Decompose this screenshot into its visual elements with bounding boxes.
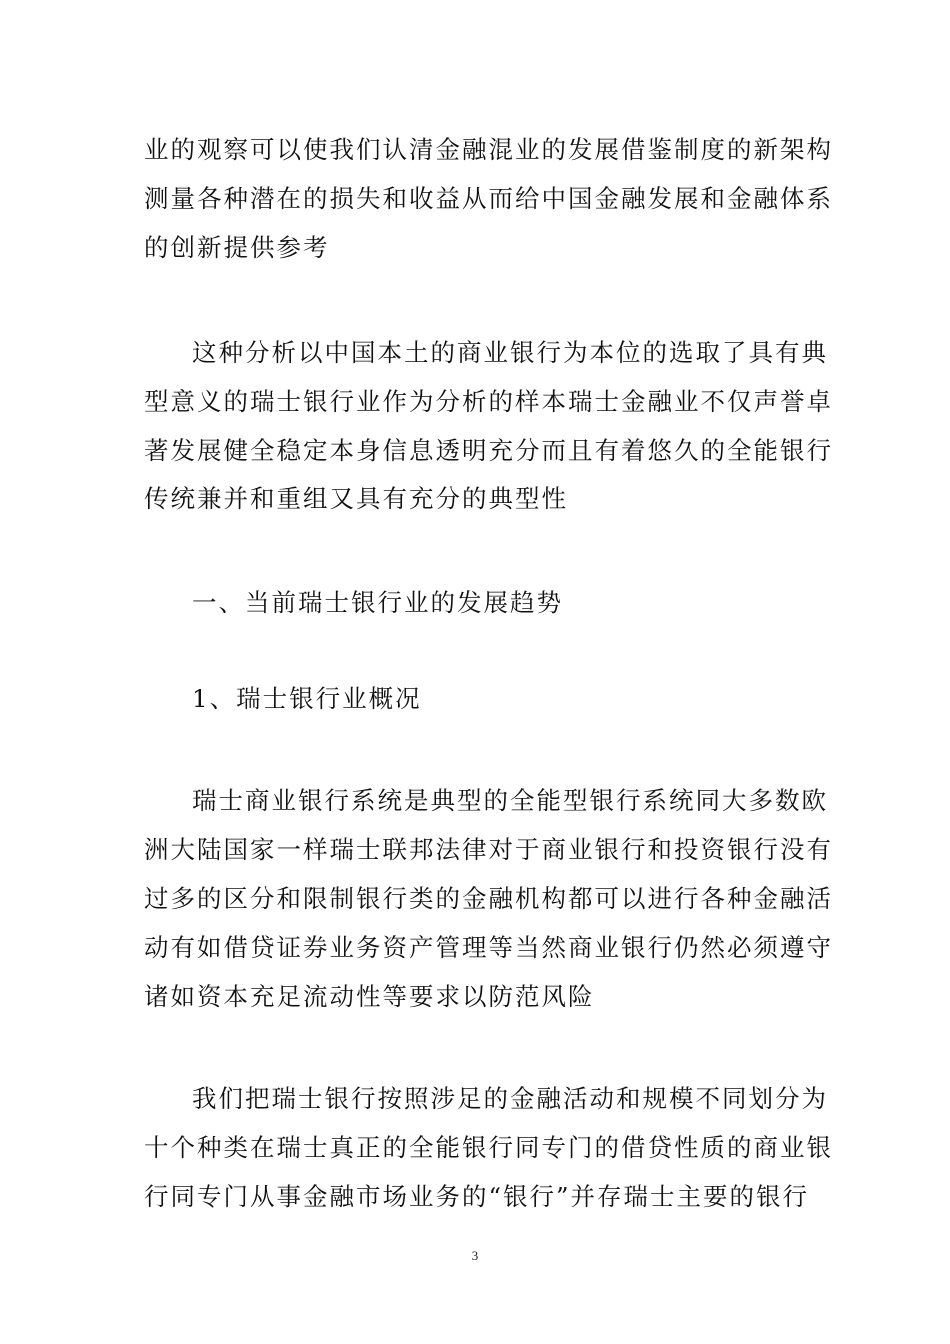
paragraph-1-line-3: 的创新提供参考 [144,233,330,262]
paragraph-3-line-3: 过多的区分和限制银行类的金融机构都可以进行各种金融活 [144,884,833,913]
paragraph-1-line-2: 测量各种潜在的损失和收益从而给中国金融发展和金融体系 [144,184,833,213]
paragraph-2-line-3: 著发展健全稳定本身信息透明充分而且有着悠久的全能银行 [144,436,833,465]
paragraph-1-line-1: 业的观察可以使我们认清金融混业的发展借鉴制度的新架构 [144,135,833,164]
paragraph-4-line-3: 行同专门从事金融市场业务的“银行”并存瑞士主要的银行 [144,1182,810,1211]
paragraph-3-line-2: 洲大陆国家一样瑞士联邦法律对于商业银行和投资银行没有 [144,835,833,864]
page-number: 3 [471,1248,479,1263]
paragraph-3-line-5: 诸如资本充足流动性等要求以防范风险 [144,982,595,1011]
paragraph-2-line-4: 传统兼并和重组又具有充分的典型性 [144,484,568,513]
paragraph-3-line-4: 动有如借贷证券业务资产管理等当然商业银行仍然必须遵守 [144,933,833,962]
paragraph-4-line-2: 十个种类在瑞士真正的全能银行同专门的借贷性质的商业银 [144,1133,833,1162]
paragraph-2-line-2: 型意义的瑞士银行业作为分析的样本瑞士金融业不仅声誉卓 [144,387,833,416]
section-heading: 一、当前瑞士银行业的发展趋势 [192,588,563,617]
paragraph-2-line-1: 这种分析以中国本土的商业银行为本位的选取了具有典 [192,338,828,367]
paragraph-4-line-1: 我们把瑞士银行按照涉足的金融活动和规模不同划分为 [192,1084,828,1113]
paragraph-3-line-1: 瑞士商业银行系统是典型的全能型银行系统同大多数欧 [192,786,828,815]
subsection-heading: 1、瑞士银行业概况 [192,684,422,713]
